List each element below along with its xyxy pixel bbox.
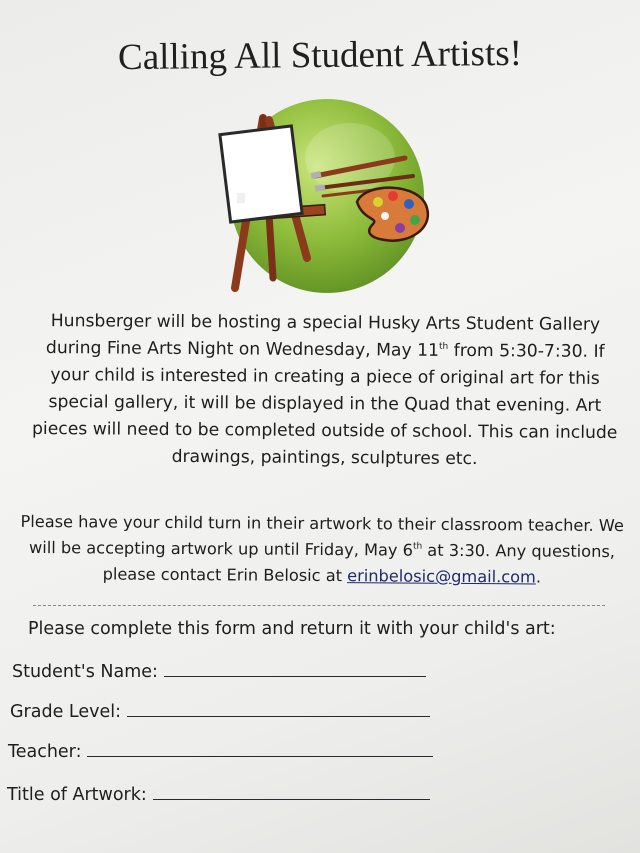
grade-level-field[interactable] xyxy=(10,700,430,722)
student-name-line[interactable] xyxy=(164,660,426,677)
teacher-line[interactable] xyxy=(87,740,433,757)
event-description xyxy=(29,308,620,474)
student-name-field[interactable] xyxy=(12,660,426,682)
submission-notice xyxy=(12,509,633,591)
ordinal-suffix: th xyxy=(438,341,449,352)
teacher-field[interactable] xyxy=(8,740,433,762)
artwork-title-field[interactable] xyxy=(7,783,430,805)
contact-email[interactable]: erinbelosic@gmail.com xyxy=(347,566,536,587)
event-description-part2: from 5:30-7:30. If your child is interested in creating a piece of original art for this special gallery, it will be displayed in the Quad that evening. Art pieces will need to be completed outside of school. This can include drawings, paintings, sculptures etc. xyxy=(31,340,618,470)
ordinal-suffix: th xyxy=(412,541,423,552)
grade-level-label: Grade Level: xyxy=(10,702,122,722)
submission-notice-end: . xyxy=(535,567,542,587)
form-instructions: Please complete this form and return it with your child's art: xyxy=(28,619,556,639)
flyer-title: Calling All Student Artists! xyxy=(117,32,523,79)
submission-notice-part2: at 3:30. Any questions, please contact Erin Belosic at xyxy=(102,540,616,586)
artwork-title-line[interactable] xyxy=(153,783,430,800)
student-name-label: Student's Name: xyxy=(12,662,158,682)
teacher-label: Teacher: xyxy=(8,742,82,762)
grade-level-line[interactable] xyxy=(127,700,430,717)
artwork-title-label: Title of Artwork: xyxy=(7,785,147,805)
submission-notice-part1: Please have your child turn in their artwork to their classroom teacher. We will be accepting artwork up until Friday, May 6 xyxy=(20,511,624,560)
event-description-part1: Hunsberger will be hosting a special Husky Arts Student Gallery during Fine Arts Night on Wednesday, May 11 xyxy=(45,311,601,361)
art-illustration xyxy=(215,98,440,298)
cut-line-divider xyxy=(33,605,605,606)
